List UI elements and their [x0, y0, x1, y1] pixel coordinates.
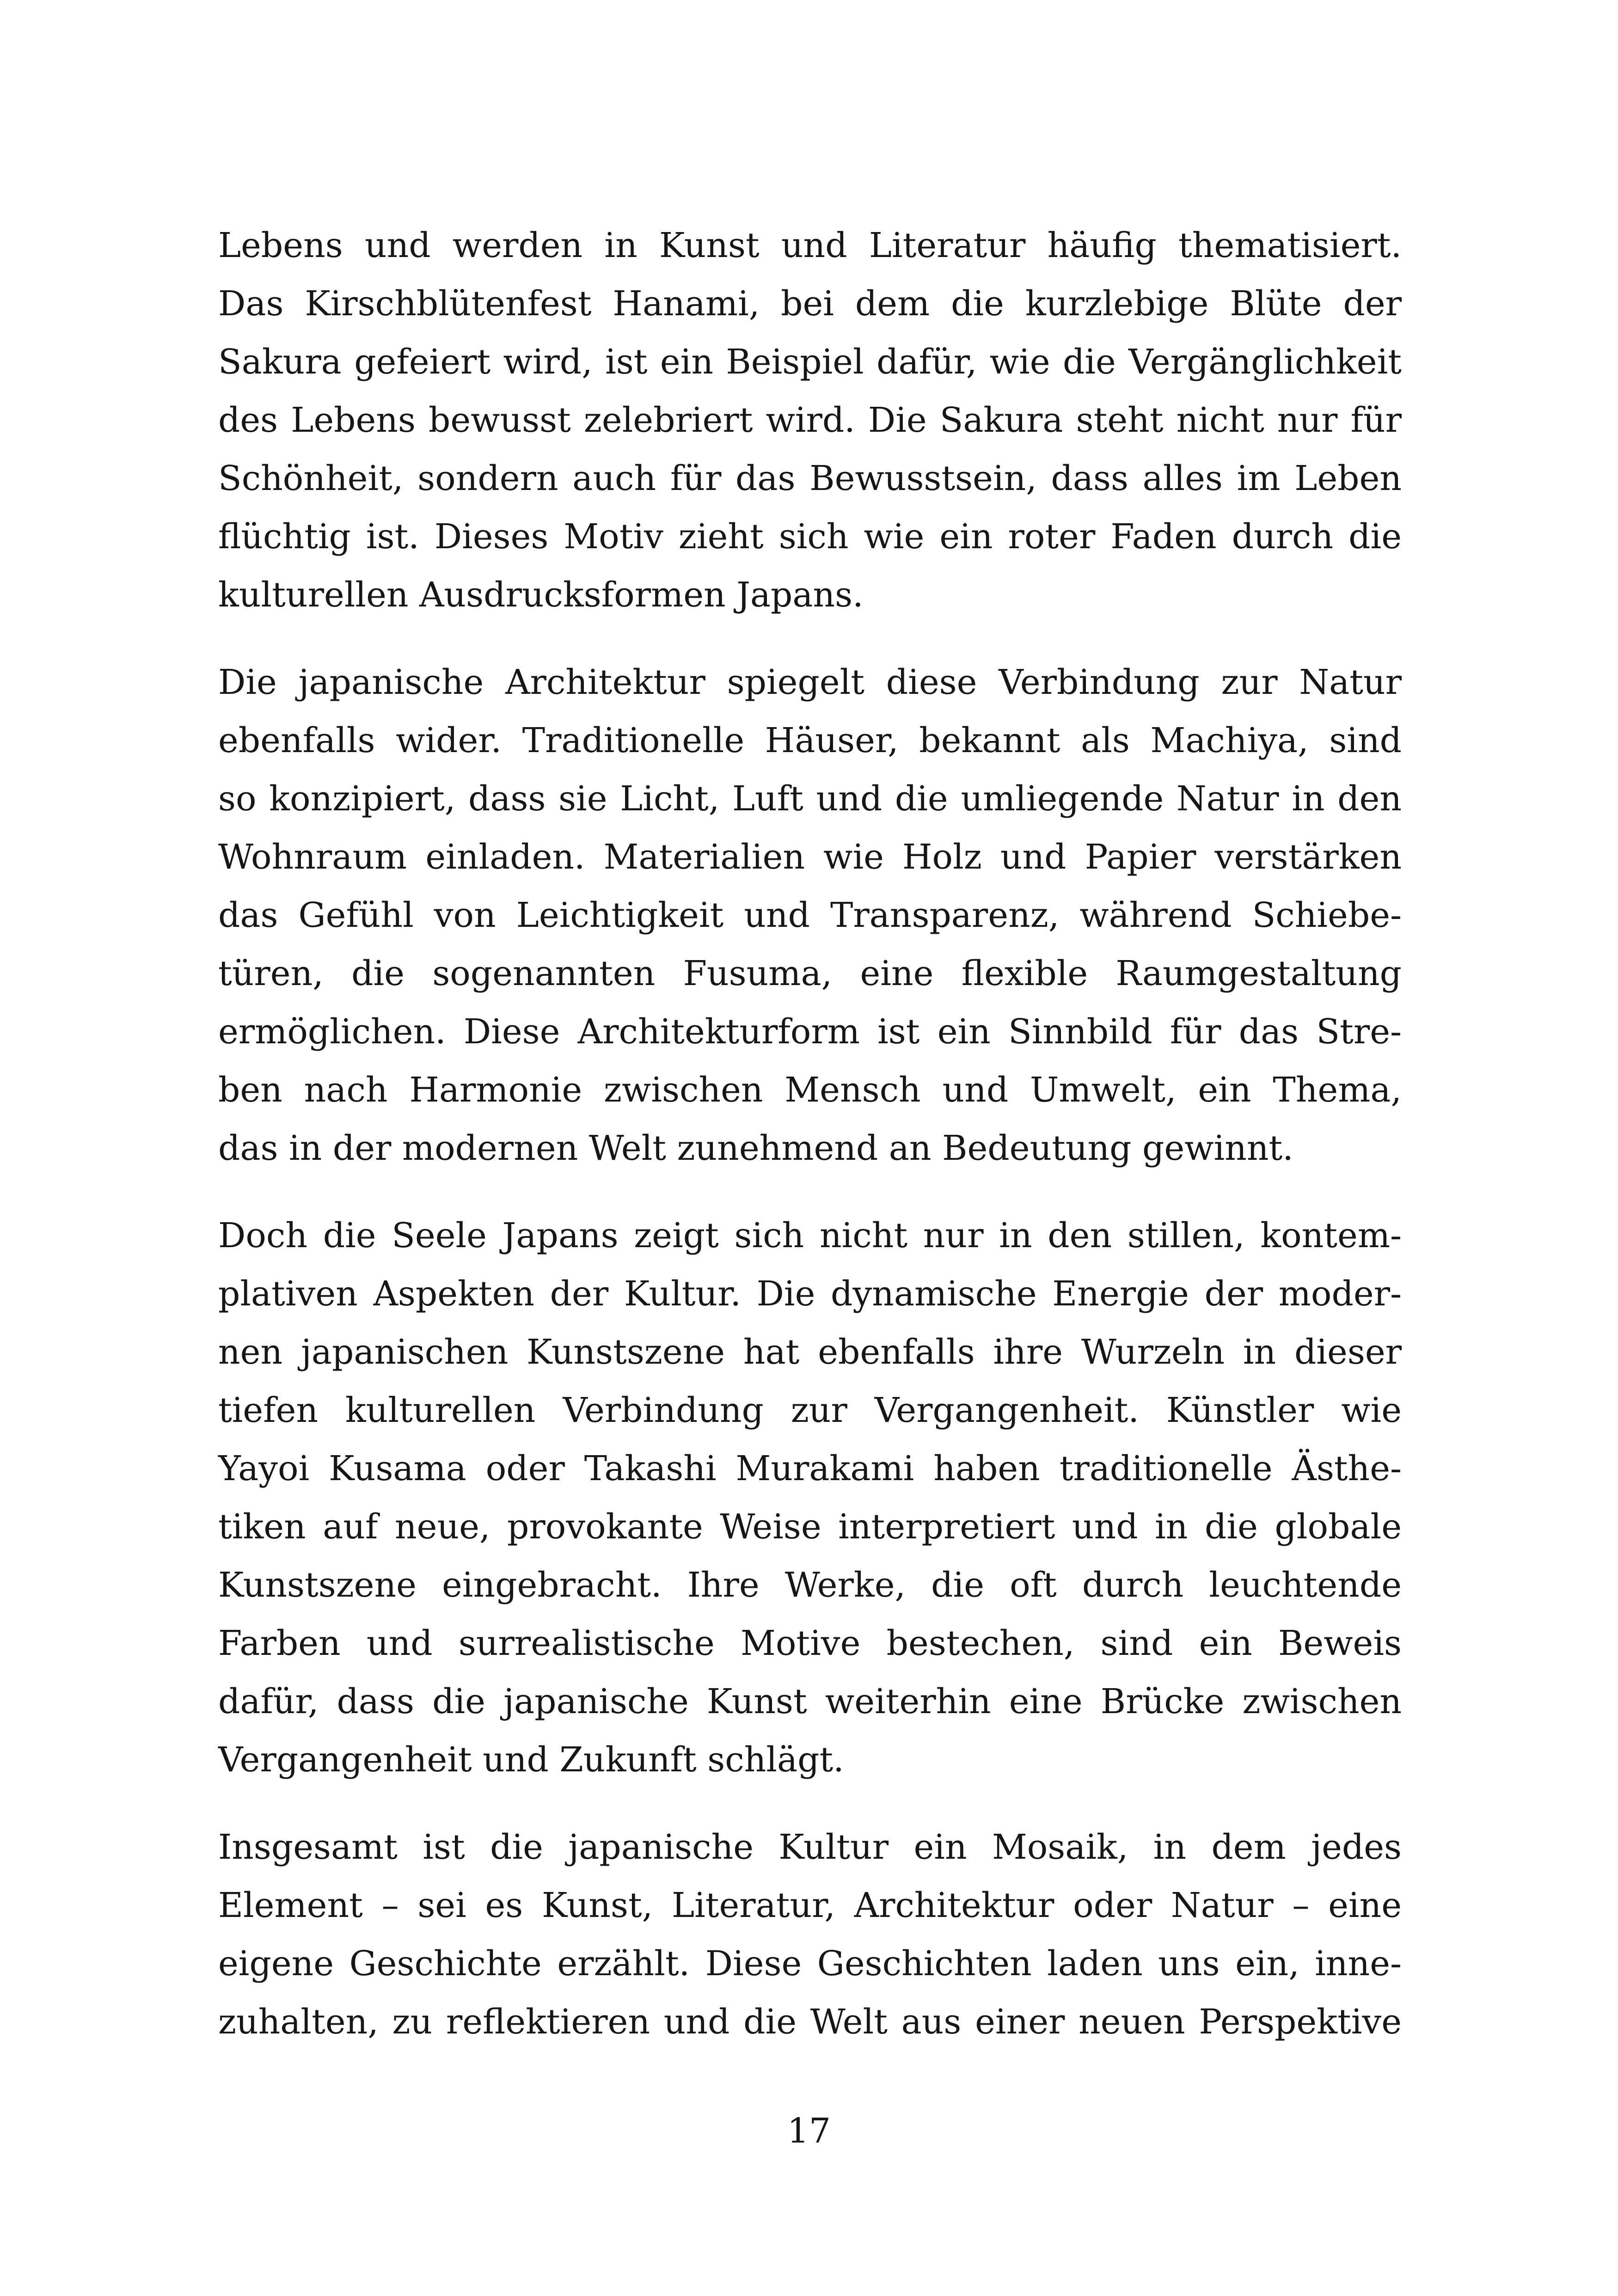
- text-line: Kunstszene eingebracht. Ihre Werke, die oft durch leuchtende: [218, 1565, 1402, 1605]
- text-line: ben nach Harmonie zwischen Mensch und Umwelt, ein Thema,: [218, 1070, 1402, 1110]
- text-line: des Lebens bewusst zelebriert wird. Die Sakura steht nicht nur für: [218, 400, 1402, 440]
- text-line: Doch die Seele Japans zeigt sich nicht nur in den stillen, kontem-: [218, 1216, 1402, 1255]
- text-line: dafür, dass die japanische Kunst weiterhin eine Brücke zwischen: [218, 1682, 1402, 1721]
- text-line: Sakura gefeiert wird, ist ein Beispiel dafür, wie die Vergänglichkeit: [218, 342, 1402, 382]
- paragraph: [218, 653, 1402, 1177]
- text-line: Die japanische Architektur spiegelt diese Verbindung zur Natur: [218, 662, 1402, 702]
- text-line: das in der modernen Welt zunehmend an Bedeutung gewinnt.: [218, 1128, 1293, 1168]
- text-line: nen japanischen Kunstszene hat ebenfalls ihre Wurzeln in dieser: [218, 1332, 1402, 1372]
- text-line: Vergangenheit und Zukunft schlägt.: [218, 1740, 844, 1780]
- text-line: tiken auf neue, provokante Weise interpretiert und in die globale: [218, 1507, 1402, 1547]
- text-line: Das Kirschblütenfest Hanami, bei dem die kurzlebige Blüte der: [218, 284, 1402, 324]
- paragraph: [218, 1818, 1402, 2051]
- text-line: Lebens und werden in Kunst und Literatur häufig thematisiert.: [218, 226, 1402, 265]
- body-text: [218, 216, 1402, 2080]
- text-line: zuhalten, zu reflektieren und die Welt aus einer neuen Perspektive: [218, 2002, 1402, 2042]
- text-line: Insgesamt ist die japanische Kultur ein Mosaik, in dem jedes: [218, 1827, 1402, 1867]
- text-line: türen, die sogenannten Fusuma, eine flexible Raumgestaltung: [218, 954, 1402, 993]
- text-line: Yayoi Kusama oder Takashi Murakami haben traditionelle Ästhe-: [218, 1449, 1402, 1488]
- text-line: eigene Geschichte erzählt. Diese Geschichten laden uns ein, inne-: [218, 1944, 1402, 1984]
- paragraph: [218, 1206, 1402, 1789]
- text-line: plativen Aspekten der Kultur. Die dynamische Energie der moder-: [218, 1274, 1402, 1314]
- text-line: flüchtig ist. Dieses Motiv zieht sich wie ein roter Faden durch die: [218, 517, 1402, 557]
- text-line: ermöglichen. Diese Architekturform ist ein Sinnbild für das Stre-: [218, 1012, 1402, 1052]
- text-line: Wohnraum einladen. Materialien wie Holz und Papier verstärken: [218, 837, 1402, 877]
- paragraph: [218, 216, 1402, 624]
- text-line: Element – sei es Kunst, Literatur, Architektur oder Natur – eine: [218, 1886, 1402, 1925]
- page-number: 17: [787, 2111, 831, 2151]
- text-line: das Gefühl von Leichtigkeit und Transparenz, während Schiebe-: [218, 895, 1402, 935]
- text-line: ebenfalls wider. Traditionelle Häuser, bekannt als Machiya, sind: [218, 721, 1402, 760]
- text-line: Schönheit, sondern auch für das Bewusstsein, dass alles im Leben: [218, 459, 1402, 498]
- text-line: kulturellen Ausdrucksformen Japans.: [218, 575, 864, 615]
- text-line: tiefen kulturellen Verbindung zur Vergangenheit. Künstler wie: [218, 1390, 1402, 1430]
- text-line: so konzipiert, dass sie Licht, Luft und die umliegende Natur in den: [218, 779, 1402, 819]
- text-line: Farben und surrealistische Motive bestechen, sind ein Beweis: [218, 1623, 1402, 1663]
